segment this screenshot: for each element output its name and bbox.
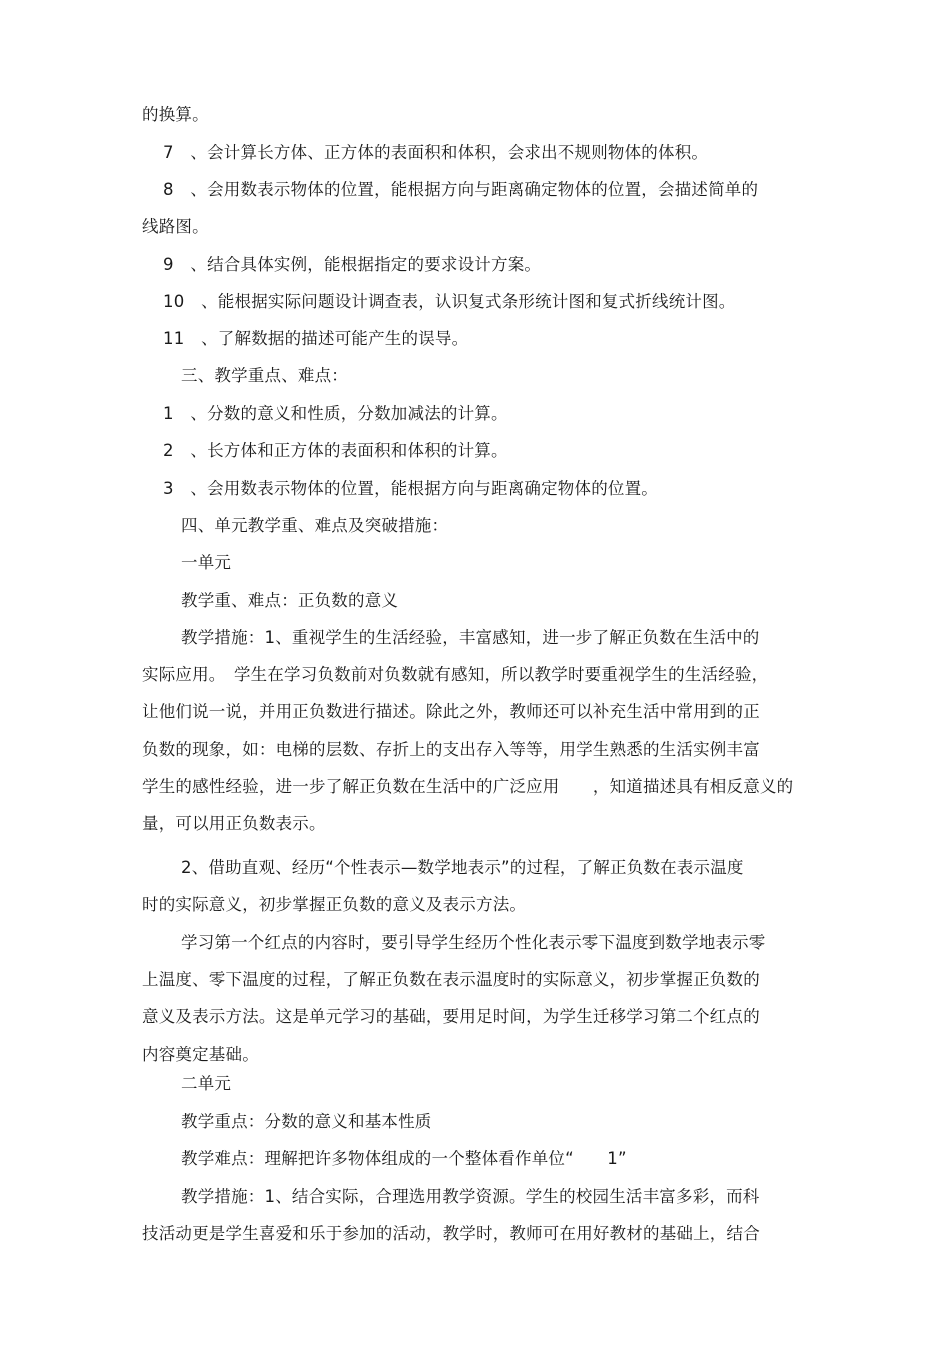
text-line: 2 、长方体和正方体的表面积和体积的计算。 [163, 441, 508, 460]
text-line: 11 、了解数据的描述可能产生的误导。 [163, 329, 469, 348]
text-line: 3 、会用数表示物体的位置，能根据方向与距离确定物体的位置。 [163, 479, 658, 498]
unit-heading: 一单元 [181, 553, 232, 572]
text-line: 让他们说一说，并用正负数进行描述。除此之外，教师还可以补充生活中常用到的正 [142, 702, 760, 721]
text-line: 9 、结合具体实例，能根据指定的要求设计方案。 [163, 255, 542, 274]
text-line: 技活动更是学生喜爱和乐于参加的活动，教学时，教师可在用好教材的基础上，结合 [142, 1224, 760, 1243]
text-line: 1 、分数的意义和性质，分数加减法的计算。 [163, 404, 508, 423]
section-heading: 四、单元教学重、难点及突破措施： [181, 516, 449, 535]
section-heading: 三、教学重点、难点： [181, 366, 348, 385]
text-line: 教学措施：1、重视学生的生活经验，丰富感知，进一步了解正负数在生活中的 [181, 628, 760, 647]
text-line: 负数的现象，如：电梯的层数、存折上的支出存入等等，用学生熟悉的生活实例丰富 [142, 740, 760, 759]
text-line: 意义及表示方法。这是单元学习的基础，要用足时间，为学生迁移学习第二个红点的 [142, 1007, 760, 1026]
text-line: 学习第一个红点的内容时，要引导学生经历个性化表示零下温度到数学地表示零 [181, 933, 766, 952]
text-line: 时的实际意义，初步掌握正负数的意义及表示方法。 [142, 895, 527, 914]
text-line: 学生的感性经验，进一步了解正负数在生活中的广泛应用 ，知道描述具有相反意义的 [142, 777, 794, 796]
text-line: 10 、能根据实际问题设计调查表，认识复式条形统计图和复式折线统计图。 [163, 292, 736, 311]
text-line: 7 、会计算长方体、正方体的表面积和体积，会求出不规则物体的体积。 [163, 143, 709, 162]
text-line: 的换算。 [142, 105, 209, 124]
text-line: 教学重点：分数的意义和基本性质 [181, 1112, 432, 1131]
text-line: 上温度、零下温度的过程，了解正负数在表示温度时的实际意义，初步掌握正负数的 [142, 970, 760, 989]
text-line: 2、借助直观、经历“个性表示—数学地表示”的过程，了解正负数在表示温度 [181, 858, 744, 877]
text-line: 教学措施：1、结合实际，合理选用教学资源。学生的校园生活丰富多彩，而科 [181, 1187, 760, 1206]
text-line: 8 、会用数表示物体的位置，能根据方向与距离确定物体的位置，会描述简单的 [163, 180, 759, 199]
text-line: 实际应用。 学生在学习负数前对负数就有感知，所以教学时要重视学生的生活经验， [142, 665, 769, 684]
text-line: 教学难点：理解把许多物体组成的一个整体看作单位“ 1” [181, 1149, 627, 1168]
unit-heading: 二单元 [181, 1074, 232, 1093]
text-line: 线路图。 [142, 217, 209, 236]
text-line: 内容奠定基础。 [142, 1045, 259, 1064]
text-line: 教学重、难点：正负数的意义 [181, 591, 399, 610]
text-line: 量，可以用正负数表示。 [142, 814, 326, 833]
